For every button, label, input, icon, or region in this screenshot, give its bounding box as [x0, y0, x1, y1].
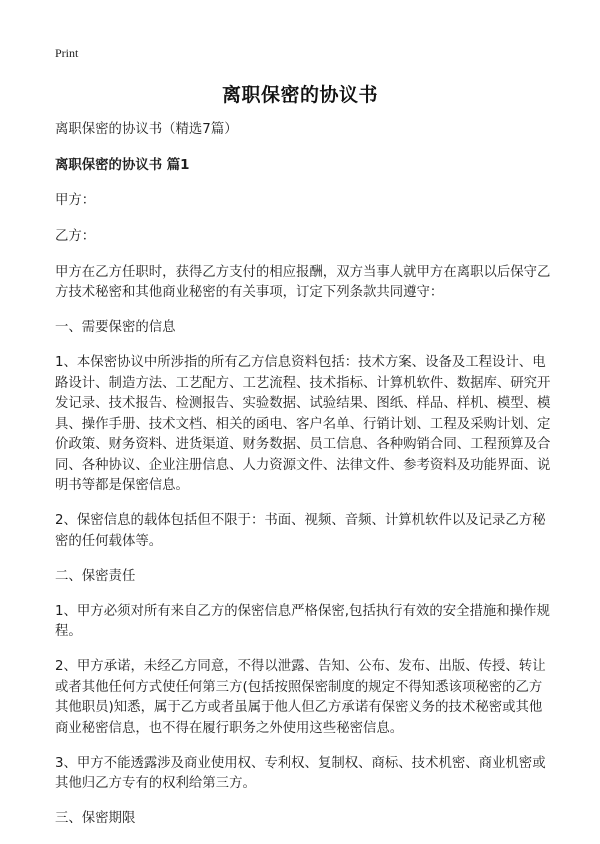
clause-paragraph: 2、保密信息的载体包括但不限于：书面、视频、音频、计算机软件以及记录乙方秘密的任何载体等。: [55, 513, 546, 549]
intro-paragraph: 甲方在乙方任职时，获得乙方支付的相应报酬，双方当事人就甲方在离职以后保守乙方技术秘密和其他商业秘密的有关事项，订定下列条款共同遵守：: [55, 264, 551, 300]
clause-heading-confidential-info: 一、需要保密的信息: [55, 320, 176, 335]
clause-heading-confidentiality-period: 三、保密期限: [55, 811, 136, 826]
print-link[interactable]: Print: [55, 46, 79, 60]
clause-paragraph: 1、本保密协议中所涉指的所有乙方信息资料包括：技术方案、设备及工程设计、电路设计、制造方法、工艺配方、工艺流程、技术指标、计算机软件、数据库、研究开发记录、技术报告、检测报告、实验数据、试验结果、图纸、样品、样机、模型、模具、操作手册、技术文档、相关的函电、客户名单、行销计划、工程及采购计划、定价政策、财务资料、进货渠道、财务数据、员工信息、各种购销合同、工程预算及合同、各种协议、企业注册信息、人力资源文件、法律文件、参考资料及功能界面、说明书等都是保密信息。: [55, 355, 551, 493]
page-title: 离职保密的协议书: [221, 84, 378, 106]
clause-paragraph: 3、甲方不能透露涉及商业使用权、专利权、复制权、商标、技术机密、商业机密或其他归乙方专有的权利给第三方。: [55, 755, 546, 791]
clause-paragraph: 2、甲方承诺，未经乙方同意，不得以泄露、告知、公布、发布、出版、传授、转让或者其他任何方式使任何第三方(包括按照保密制度的规定不得知悉该项秘密的乙方其他职员)知悉，属于乙方或者虽属于他人但乙方承诺有保密义务的技术秘密或其他商业秘密信息，也不得在履行职务之外使用这些秘密信息。: [55, 659, 546, 736]
party-b-label: 乙方：: [55, 228, 96, 244]
document-subtitle: 离职保密的协议书（精选7篇）: [55, 122, 238, 137]
party-a-label: 甲方：: [55, 192, 96, 208]
section-heading: 离职保密的协议书 篇1: [55, 157, 190, 173]
clause-heading-confidentiality-duty: 二、保密责任: [55, 568, 136, 584]
clause-paragraph: 1、甲方必须对所有来自乙方的保密信息严格保密,包括执行有效的安全措施和操作规程。: [55, 603, 550, 639]
document-body: [55, 120, 555, 844]
